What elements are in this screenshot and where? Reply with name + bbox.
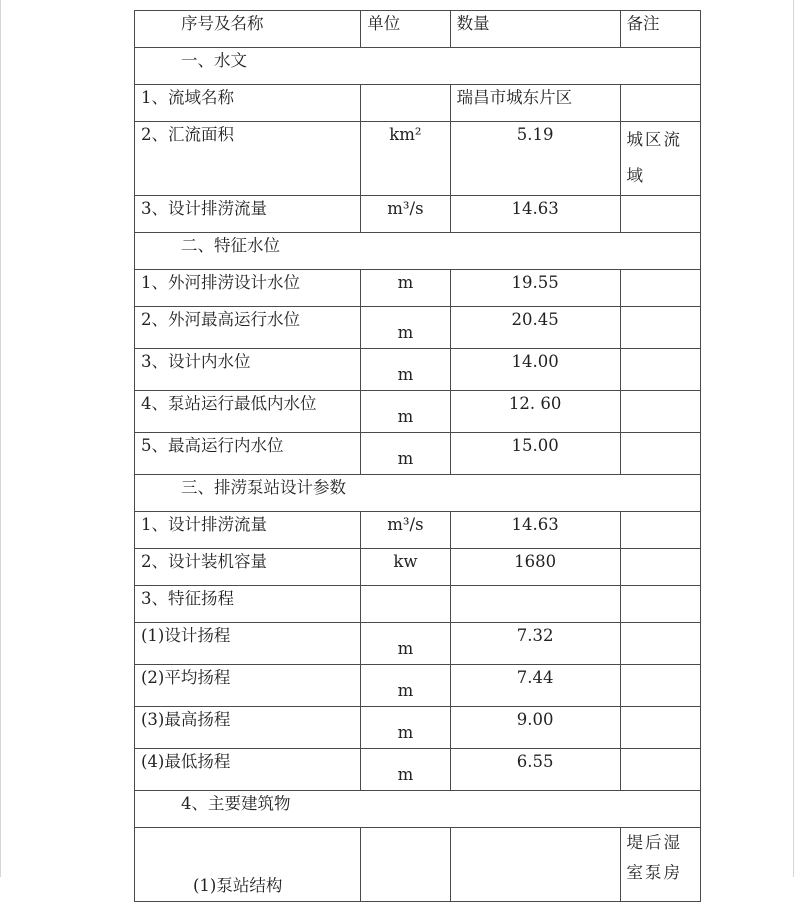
table-row [135, 391, 701, 433]
row-qty: 20.45 [511, 310, 559, 329]
row-name: 1、设计排涝流量 [141, 515, 267, 534]
section-row-water-levels [135, 233, 701, 270]
section-row-hydrology [135, 48, 701, 85]
row-unit: kw [393, 552, 418, 571]
header-name: 序号及名称 [135, 11, 361, 48]
parameter-table [134, 10, 701, 902]
row-name: 3、设计内水位 [141, 352, 251, 371]
row-name: 3、特征扬程 [141, 589, 234, 608]
page-right-edge [793, 0, 794, 877]
table-row [135, 512, 701, 549]
row-unit: m [397, 323, 414, 342]
row-unit: m [397, 723, 414, 742]
row-name: (1)设计扬程 [141, 626, 231, 645]
table-row [135, 270, 701, 307]
section-title: 二、特征水位 [181, 236, 280, 255]
row-name: (1)泵站结构 [193, 876, 283, 895]
row-unit: m [397, 365, 414, 384]
row-name: 5、最高运行内水位 [141, 436, 284, 455]
table-row [135, 749, 701, 791]
row-name: (2)平均扬程 [141, 668, 231, 687]
row-qty: 14.63 [511, 199, 559, 218]
row-name: 4、泵站运行最低内水位 [141, 394, 317, 413]
header-unit: 单位 [361, 11, 450, 48]
row-name: 3、设计排涝流量 [141, 199, 267, 218]
row-qty: 瑞昌市城东片区 [456, 88, 573, 107]
table-row [135, 85, 701, 122]
row-unit: m [397, 449, 414, 468]
section-row-buildings [135, 791, 701, 828]
section-row-pump-params [135, 475, 701, 512]
row-name: 2、外河最高运行水位 [141, 310, 300, 329]
row-qty: 7.44 [516, 668, 554, 687]
row-qty: 1680 [514, 552, 557, 571]
row-note: 堤后湿室泵房 [626, 833, 683, 882]
row-unit: m [397, 681, 414, 700]
row-name: (4)最低扬程 [141, 752, 231, 771]
row-qty: 15.00 [511, 436, 559, 455]
header-qty: 数量 [450, 11, 620, 48]
row-qty: 5.19 [516, 125, 554, 144]
row-name: (3)最高扬程 [141, 710, 231, 729]
row-unit: m [397, 765, 414, 784]
row-unit: km² [389, 125, 422, 144]
table-row [135, 549, 701, 586]
row-qty: 19.55 [511, 273, 559, 292]
row-qty: 14.00 [511, 352, 559, 371]
page-left-edge [0, 0, 1, 877]
row-unit: m [397, 407, 414, 426]
row-qty: 14.63 [511, 515, 559, 534]
row-name: 2、汇流面积 [141, 125, 234, 144]
row-note: 城区流域 [626, 130, 683, 185]
row-qty: 7.32 [516, 626, 554, 645]
row-name: 2、设计装机容量 [141, 552, 267, 571]
row-unit: m³/s [387, 199, 424, 218]
row-unit: m³/s [387, 515, 424, 534]
header-note: 备注 [620, 11, 700, 48]
table-row [135, 586, 701, 623]
section-title: 一、水文 [181, 51, 247, 70]
row-qty: 12. 60 [508, 394, 562, 413]
table-row [135, 707, 701, 749]
row-unit: m [397, 273, 414, 292]
row-qty: 6.55 [516, 752, 554, 771]
section-title: 4、主要建筑物 [181, 794, 291, 813]
table-row [135, 828, 701, 902]
row-qty: 9.00 [516, 710, 554, 729]
table-row [135, 307, 701, 349]
table-row [135, 433, 701, 475]
table-row [135, 665, 701, 707]
row-name: 1、流域名称 [141, 88, 234, 107]
table-row [135, 623, 701, 665]
section-title: 三、排涝泵站设计参数 [181, 478, 346, 497]
table-row [135, 349, 701, 391]
table-header-row [135, 11, 701, 48]
row-name: 1、外河排涝设计水位 [141, 273, 300, 292]
row-unit: m [397, 639, 414, 658]
table-row [135, 196, 701, 233]
table-row [135, 122, 701, 196]
